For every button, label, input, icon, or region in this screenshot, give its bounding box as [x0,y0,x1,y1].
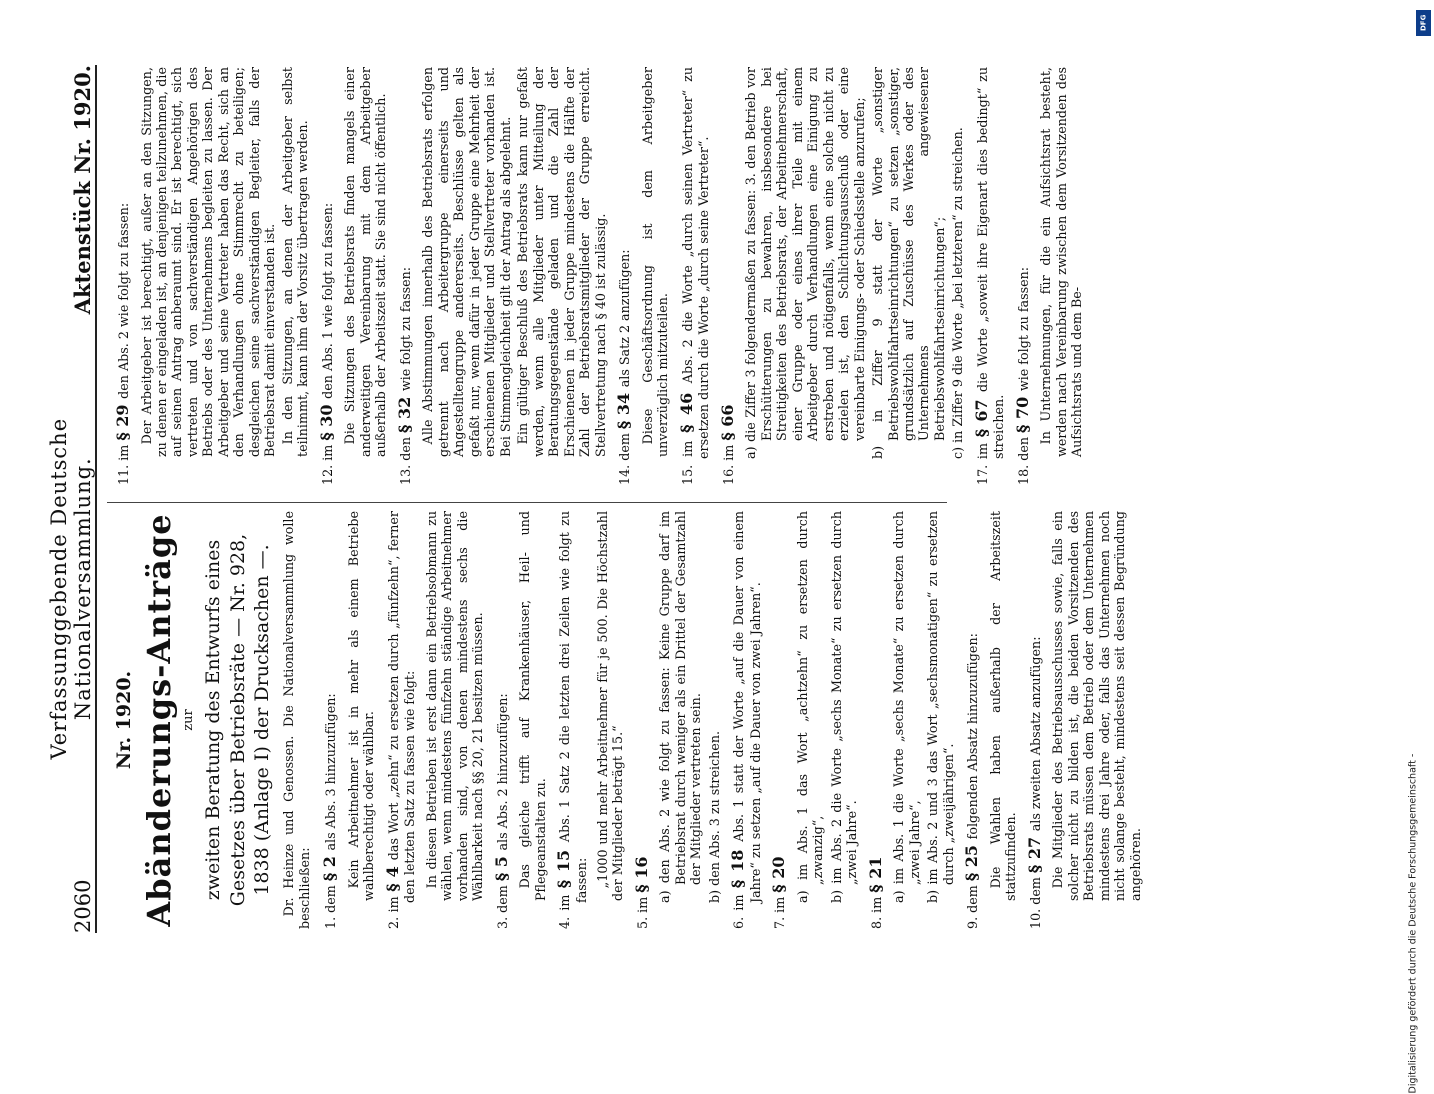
dfg-logo: DFG [1416,10,1431,36]
item-number: 6. [731,910,747,929]
item-lead: im [772,892,788,913]
item-lead: den [1015,432,1031,461]
section-reference: § 46 [676,383,696,433]
item-number: 3. [494,912,510,929]
item-lead: dem [617,429,633,461]
section-reference: § 21 [865,856,885,893]
section-reference: § 70 [1012,391,1032,433]
item-number: 1. [323,912,339,929]
amendment-item [866,511,886,929]
item-instruction: das Wort „zehn“ zu ersetzen durch „fünfzehn“, ferner den letzten Satz zu fassen wie folgt: [385,511,418,903]
item-lead: im [557,888,572,911]
digitization-credit: Digitalisierung gefördert durch die Deutsche Forschungsgemeinschaft - [1407,753,1419,1094]
section-reference: § 66 [717,404,737,441]
amendment-item [728,511,763,929]
item-lead: im [116,440,131,461]
item-number: 7. [772,912,788,929]
document-reference: Aktenstück Nr. 1920. [70,65,95,315]
sub-item: c) in Ziffer 9 die Worte „bei letzteren“ zu streichen. [950,127,966,459]
item-instruction: als zweiten Absatz anzufügen: [1027,636,1043,832]
item-lead: dem [1027,873,1043,905]
document-subtitle: zweiten Beratung des Entwurfs eines Gesetzes über Betriebsräte — Nr. 928, 1838 (Anlage I) der Drucksachen —. [202,533,274,907]
amendment-item [554,511,589,929]
section-reference: § 34 [614,387,634,430]
item-number: 16. [720,460,736,485]
item-number: 15. [679,456,695,485]
item-number: 14. [617,460,633,485]
section-reference: § 15 [554,842,573,889]
section-reference: § 5 [491,850,511,882]
right-column [107,67,1407,485]
amendment-item [677,67,712,485]
sub-item: b) in Ziffer 9 statt der Worte „sonstiger Betriebswohlfahrtseinrichtungen“ zu setzen „sonstiger, grundsätzlich auf Zuschüsse des Werkes oder des Unternehmens angewiesener Betriebswohlfahrtseinrichtungen“; [870,67,947,459]
item-lead: den [397,432,413,461]
amendment-text: Kein Arbeitnehmer ist in mehr als einem Betriebe wahlberechtigt oder wählbar. [345,511,377,901]
amendment-item [395,67,415,485]
section-reference: § 30 [316,398,336,441]
amendment-item [113,67,133,485]
item-number: 5. [634,912,650,929]
item-lead: im [679,432,695,457]
item-instruction: folgenden Absatz hinzuzufügen: [965,633,981,840]
amendment-item [383,511,418,929]
left-column [107,511,1407,929]
running-title: Verfassunggebende Deutsche Nationalversammlung. [47,417,95,760]
sub-item: a) im Abs. 1 das Wort „achtzehn“ zu ersetzen durch „zwanzig“, [794,511,826,903]
item-number: 2. [385,912,401,929]
section-reference: § 29 [113,398,132,441]
amendment-item [320,511,340,929]
amendment-text: „1000 und mehr Arbeitnehmer für je 500. Die Höchstzahl der Mitglieder beträgt 15.“ [595,511,626,901]
amendment-item [972,67,1007,485]
amendment-item [769,511,789,929]
amendment-text: Das gleiche trifft auf Krankenhäuser, Heil- und Pflegeanstalten zu. [517,511,548,901]
item-lead: im [731,888,747,911]
digitization-note [1407,8,1433,1094]
title-connector: zur [181,709,197,731]
amendment-item [962,511,982,929]
amendment-item [492,511,512,929]
document-title: Abänderungs-Anträge [140,513,179,927]
item-instruction: als Abs. 3 hinzuzufügen: [323,693,339,851]
section-reference: § 20 [769,856,789,893]
section-reference: § 27 [1024,831,1044,874]
document-page [27,25,1407,975]
section-reference: § 32 [394,391,414,433]
section-reference: § 16 [631,856,651,893]
item-lead: im [634,892,650,913]
sub-item: a) die Ziffer 3 folgendermaßen zu fassen: 3. den Betrieb vor Erschütterungen zu bewahren, insbesondere bei Streitigkeiten des Betriebsrats, der Arbeitnehmerschaft, einer Gruppe oder eines ihrer Teile mit einem Arbeitgeber durch Verhandlungen eine Einigung zu erstreben und nötigenfalls, wenn eine solche nicht zu erzielen ist, den Schlichtungsausschuß oder eine vereinbarte Einigungs- oder Schiedsstelle anzurufen; [743,67,867,459]
item-instruction: Abs. 1 statt der Worte „auf die Dauer von einem Jahre“ zu setzen „auf die Dauer von zwei Jahren“. [731,510,763,903]
item-instruction: Abs. 2 die Worte „durch seinen Vertreter“ zu ersetzen durch die Worte „durch seine Vertreter“. [679,67,712,459]
section-reference: § 2 [320,850,340,882]
amendment-text: Ein gültiger Beschluß des Betriebsrats kann nur gefaßt werden, wenn alle Mitglieder unter Mitteilung der Beratungsgegenstände geladen und die Zahl der Erschienenen in jeder Gruppe mindestens die Hälfte der Zahl der Betriebsratsmitglieder der Gruppe erreicht. Stellvertretung nach § 40 ist zulässig. [515,67,608,457]
item-instruction: die Worte „soweit ihre Eigenart dies bedingt“ zu streichen. [974,67,1007,459]
item-instruction: wie folgt zu fassen: [397,266,413,392]
item-instruction: als Abs. 2 hinzuzufügen: [494,693,510,851]
item-number: 9. [965,912,981,929]
item-number: 8. [868,912,884,929]
amendment-item [1025,511,1045,929]
column-divider [107,502,947,503]
amendment-text: Alle Abstimmungen innerhalb des Betriebsrats erfolgen getrennt nach Arbeitergruppe einerseits und Angestelltengruppe andererseits. Beschlüsse gelten als gefaßt nur, wenn dafür in jeder Gruppe eine Mehrheit der erschienenen Mitglieder und Stellvertreter vorhanden ist. Bei Stimmengleichheit gilt der Antrag als abgelehnt. [420,67,513,457]
sub-item: b) den Abs. 3 zu streichen. [706,730,722,903]
amendment-text: Der Arbeitgeber ist berechtigt, außer an den Sitzungen, zu denen er eingeladen ist, an denjenigen teilzunehmen, die auf seinen Antrag anberaumt sind. Er ist berechtigt, sich vertreten und von sachverständigen Angehörigen des Betriebs oder des Unternehmens begleiten zu lassen. Der Arbeitgeber und seine Vertreter haben das Recht, sich an den Verhandlungen ohne Stimmrecht zu beteiligen; desgleichen seine sachverständigen Begleiter, falls der Betriebsrat damit einverstanden ist. [138,67,278,457]
sub-item: a) den Abs. 2 wie folgt zu fassen: Keine Gruppe darf im Betriebsrat durch weniger als ein Drittel der Gesamtzahl der Mitglieder vertreten sein. [657,511,704,903]
item-lead: im [974,437,990,460]
sub-item: b) im Abs. 2 und 3 das Wort „sechsmonatigen“ zu ersetzen durch „zweijährigen“. [925,511,956,903]
amendment-text: Die Sitzungen des Betriebsrats finden mangels einer anderweitigen Vereinbarung mit dem Arbeitgeber außerhalb der Arbeitszeit statt. Sie sind nicht öffentlich. [342,67,389,457]
section-reference: § 18 [728,841,748,889]
section-reference: § 67 [971,392,991,438]
section-reference: § 25 [962,839,982,882]
amendment-text: Die Mitglieder des Betriebsausschusses sowie, falls ein solcher nicht zu bilden ist, die beiden Vorsitzenden des Betriebsrats müssen dem Betrieb oder dem Unternehmen mindestens drei Jahre oder, falls das Unternehmen noch nicht solange besteht, mindestens seit dessen Begründung angehören. [1050,511,1143,901]
item-number: 12. [319,460,335,485]
item-number: 4. [557,910,572,929]
item-lead: im [720,440,736,461]
item-lead: dem [494,881,510,913]
sub-item: b) im Abs. 2 die Worte „sechs Monate“ zu ersetzen durch „zwei Jahre“. [828,511,860,903]
section-reference: § 4 [382,860,402,892]
amendment-item [317,67,337,485]
amendment-text: Diese Geschäftsordnung ist dem Arbeitgeber unverzüglich mitzuteilen. [639,67,671,457]
amendment-list-left [320,511,1143,929]
item-lead: dem [323,881,339,913]
item-instruction: als Satz 2 anzufügen: [617,249,633,388]
page-number: 2060 [71,879,95,933]
sub-item: a) im Abs. 1 die Worte „sechs Monate“ zu ersetzen durch „zwei Jahre“, [891,511,922,903]
amendment-text: In diesen Betrieben ist erst dann ein Betriebsobmann zu wählen, wenn mindestens fünfzehn ständige Arbeitnehmer vorhanden sind, von denen mindestens sechs die Wählbarkeit nach §§ 20, 21 besitzen müssen. [423,511,486,901]
item-lead: im [319,440,335,461]
item-instruction: den Abs. 2 wie folgt zu fassen: [116,202,131,399]
item-lead: im [385,891,401,913]
amendment-item [632,511,652,929]
amendment-text: In Unternehmungen, für die ein Aufsichtsrat besteht, werden nach Vereinbarung zwischen dem Vorsitzenden des Aufsichtsrats und dem Be- [1038,67,1085,457]
item-instruction: wie folgt zu fassen: [1015,266,1031,392]
item-instruction: den Abs. 1 wie folgt zu fassen: [319,202,335,399]
document-number: Nr. 1920. [113,670,135,770]
item-number: 18. [1015,460,1031,485]
item-lead: im [868,892,884,913]
running-header [47,65,97,933]
item-number: 17. [974,459,990,485]
motion-intro: Dr. Heinze und Genossen. Die Nationalversammlung wolle beschließen: [281,511,312,929]
amendment-text: Die Wahlen haben außerhalb der Arbeitszeit stattzufinden. [987,511,1019,901]
amendment-item [718,67,738,485]
amendment-text: In den Sitzungen, an denen der Arbeitgeber selbst teilnimmt, kann ihm der Vorsitz übertragen werden. [279,67,311,457]
item-number: 11. [116,460,131,485]
item-instruction: Abs. 1 Satz 2 die letzten drei Zeilen wie folgt zu fassen: [557,511,589,903]
amendment-list-right [113,67,1085,485]
item-number: 13. [397,460,413,485]
amendment-item [614,67,634,485]
item-lead: dem [965,881,981,913]
item-number: 10. [1027,904,1043,929]
amendment-item [1013,67,1033,485]
